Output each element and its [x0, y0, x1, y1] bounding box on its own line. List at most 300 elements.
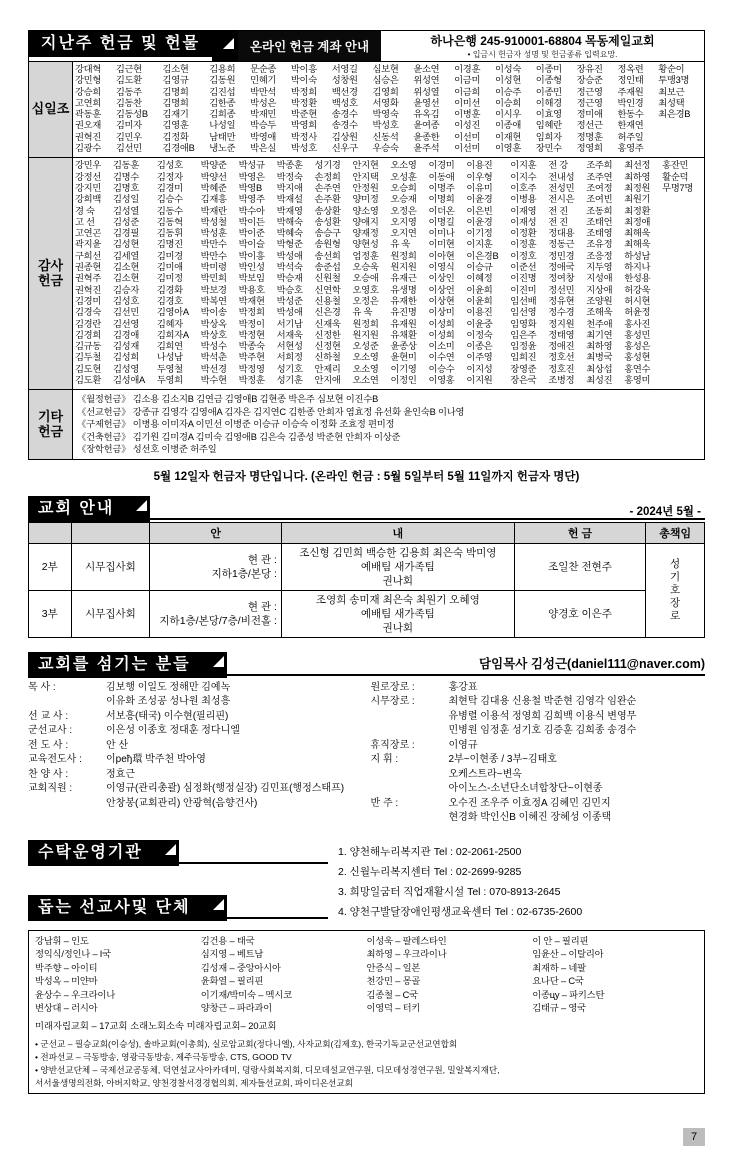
name-entry: 오승희 [390, 182, 417, 193]
name-entry: 이용진 [466, 307, 493, 318]
name-entry: 권혁진 [75, 131, 102, 142]
servant-row [371, 768, 706, 783]
servant-names: 이은성 이종호 정대훈 정다니엘 [106, 725, 240, 737]
name-entry: 지상애 [586, 284, 613, 295]
tithe-row [29, 62, 704, 158]
servant-row [28, 782, 363, 797]
name-entry: 이윤중 [466, 318, 493, 329]
name-entry: 박은실 [250, 143, 277, 154]
offering-title: 지난주 헌금 및 헌물 [29, 31, 212, 57]
name-entry: 이주영 [466, 352, 493, 363]
name-entry: 정근영 [576, 86, 603, 97]
name-entry: 이소미 [428, 341, 455, 352]
name-entry: 이영식 [428, 262, 455, 273]
name-entry: 김경숙 [75, 307, 102, 318]
name-entry: 위성열 [413, 86, 440, 97]
name-entry: 신용철 [314, 295, 341, 306]
name-entry: 정명훈 [576, 131, 603, 142]
name-entry: 오소연 [352, 375, 379, 386]
name-entry: 임희자 [535, 131, 562, 142]
detail-keys-2: 현 관 : 지하1층/본당 : [150, 543, 282, 590]
name-entry: 박해숙 [276, 216, 303, 227]
servant-names: 현경화 박인신B 이혜진 장혜성 이종택 [448, 812, 612, 824]
name-entry: 김영희 [372, 86, 399, 97]
name-entry: 김성영 [112, 363, 139, 374]
etc-offering-line: 《구제헌금》 이병용 이미자A 이민선 이병준 이승규 이승숙 이정화 조효정 편미정 [77, 419, 395, 430]
name-entry: 이재영 [510, 205, 537, 216]
name-entry: 윤소연 [413, 64, 440, 74]
servant-row [371, 681, 706, 696]
name-entry: 임은주 [510, 329, 537, 340]
name-entry: 강희백 [75, 194, 102, 205]
name-entry: 박정현 [238, 329, 265, 340]
name-entry: 박성훈 [200, 228, 227, 239]
name-entry: 박정훈 [238, 375, 265, 386]
name-entry: 조병정 [548, 375, 575, 386]
name-entry: 이성희 [428, 318, 455, 329]
missionary-entry: 요나단 – C국 [532, 976, 584, 987]
name-entry: 박보임 [238, 273, 265, 284]
name-entry: 안제리 [314, 363, 341, 374]
name-entry: 김경필 [112, 228, 139, 239]
servant-names: 이영규 [448, 739, 478, 751]
name-entry: 박승재 [276, 273, 303, 284]
name-entry: 김도환 [75, 375, 102, 386]
name-entry: 강민우 [75, 160, 102, 171]
name-entry: 장유진 [576, 64, 603, 74]
name-entry: 정옥련 [617, 64, 644, 74]
name-entry: 박성철 [200, 216, 227, 227]
servant-names: 홍강표 [448, 681, 478, 693]
flag-icon [212, 31, 238, 61]
name-entry: 성기훈 [276, 375, 303, 386]
name-entry: 오소영 [390, 160, 417, 171]
name-entry: 엄정훈 [352, 250, 379, 261]
name-entry: 김영규 [162, 75, 189, 86]
servant-names: 이ређ環 박주천 박아영 [106, 754, 206, 766]
name-entry: 박용호 [238, 284, 265, 295]
page-number: 7 [683, 1128, 705, 1146]
name-entry: 최정애 [624, 216, 651, 227]
header-an: 안 [150, 522, 282, 543]
name-entry: 송경수 [331, 109, 358, 120]
name-entry: 정민경 [548, 250, 575, 261]
servant-role: 반 주 : [370, 797, 399, 809]
detail-values-2: 조신형 김민희 백승한 김용희 최은숙 박미영 예배팀 새가족팀 권나회 [281, 543, 514, 590]
name-entry: 박재설 [276, 194, 303, 205]
bank-account-number: 하나은행 245-910001-68804 목동제일교회 [430, 34, 655, 48]
name-entry: 이아현 [428, 250, 455, 261]
servant-names: 이영규(관리총괄) 심정화(행정실장) 김민표(행정스태프) [106, 783, 345, 795]
name-entry: 성기호 [276, 363, 303, 374]
name-entry: 김성현 [112, 239, 139, 250]
name-entry: 신은경 [314, 307, 341, 318]
name-entry: 박이숙 [290, 75, 317, 86]
name-entry: 조태언 [586, 216, 613, 227]
name-entry: 최은경B [658, 109, 691, 120]
name-entry: 심보현 [372, 64, 399, 74]
name-entry: 최하영 [624, 171, 651, 182]
name-entry: 이종애 [494, 120, 521, 131]
name-entry: 이성희 [428, 329, 455, 340]
name-entry: 박복연 [200, 295, 227, 306]
servant-names: 안창봉(교회관리) 안광혁(음향건사) [106, 797, 258, 809]
flag-icon [201, 895, 227, 921]
name-entry: 최성택 [658, 97, 685, 108]
name-entry: 전내성 [548, 171, 575, 182]
chief-cell: 성 기 호 장 로 [646, 543, 705, 637]
name-entry: 이윤경 [466, 216, 493, 227]
name-entry: 이지훈 [466, 239, 493, 250]
name-entry: 이상인 [428, 273, 455, 284]
missionary-entry: 심지영 – 베트남 [200, 949, 264, 960]
name-entry: 김동찬 [115, 97, 142, 108]
name-entry: 이선미 [454, 131, 481, 142]
missionary-bullet: • 군선교 – 필승교회(이승성), 솔바교회(이총희), 실로암교회(정다니엘), 사자교회(김제호), 한국기독교군선교연합회 [35, 1038, 458, 1049]
name-entry: 김명희 [162, 97, 189, 108]
name-entry: 김명수 [112, 171, 139, 182]
name-entry: 민혜기 [250, 75, 277, 86]
servant-names: 오수진 조우주 이효정A 김혜민 김민지 [448, 797, 611, 809]
missionary-entries [35, 935, 698, 1016]
agency-list [338, 840, 582, 922]
name-entry: 이종형 [535, 75, 562, 86]
missionary-entry: 김건용 – 태국 [200, 935, 255, 946]
tithe-name-list [73, 62, 704, 157]
name-entry: 냉노준 [209, 143, 236, 154]
service-2: 시무집사회 [71, 543, 150, 590]
name-entry: 유생명 [390, 284, 417, 295]
name-entry: 정호진 [548, 363, 575, 374]
name-entry: 하성남 [624, 250, 651, 261]
name-entry: 최기연 [586, 329, 613, 340]
name-entry: 김미자 [115, 120, 142, 131]
missionaries-box [28, 930, 705, 1095]
servant-row [28, 710, 363, 725]
missionary-bullet: • 양반선교단체 – 국제선교공동체, 덕연설교사아카데미, 뎡랑사회복지회, 디모데설교연구원, 디모데성경연구원, 밀알복지재단, [35, 1064, 500, 1075]
name-entry: 신하철 [314, 352, 341, 363]
missionary-bullets [35, 1038, 698, 1089]
name-entry: 최해욱 [624, 228, 651, 239]
name-entry: 김경호 [156, 295, 183, 306]
name-entry: 이정훈 [510, 239, 537, 250]
name-entry: 박정영 [238, 363, 265, 374]
name-entry: 백선경 [331, 86, 358, 97]
servants-title: 교회를 섬기는 분들 [28, 652, 201, 678]
name-entry: 양재정 [352, 228, 379, 239]
name-entry: 정동근 [548, 239, 575, 250]
name-entry: 전성민 [548, 182, 575, 193]
name-entry: 송경수 [331, 120, 358, 131]
name-entry: 곽동훈 [75, 109, 102, 120]
name-entry: 임정윤 [510, 341, 537, 352]
agency-item: 4. 양천구발달장애인평생교육센터 Tel : 02-6735-2600 [338, 905, 583, 918]
name-entry: 전 진 [548, 216, 568, 227]
name-entry: 이윤희 [466, 284, 493, 295]
name-entry: 홍성민 [624, 329, 651, 340]
servant-names: 이유화 조성공 성나원 최성흥 [106, 696, 231, 708]
name-entry: 이금미 [454, 75, 481, 86]
name-entry: 위성연 [413, 75, 440, 86]
name-entry: 김도현 [75, 363, 102, 374]
name-entry: 박석숙 [276, 262, 303, 273]
name-entry: 이윤경 [466, 194, 493, 205]
servant-names: 민병원 임정훈 성기호 김증훈 김희종 송경수 [448, 725, 637, 737]
online-offering-label: 온라인 헌금 계좌 안내 [238, 31, 381, 61]
name-entry: 김동주 [115, 86, 142, 97]
name-entry: 박정희 [290, 86, 317, 97]
name-entry: 원정희 [390, 250, 417, 261]
name-entry: 박재란 [200, 205, 227, 216]
name-entry: 조동희 [586, 205, 613, 216]
name-entry: 박주현 [238, 352, 265, 363]
name-entry: 홍영미 [624, 375, 651, 386]
name-entry: 최성진 [586, 375, 613, 386]
name-entry: 윤영선 [413, 97, 440, 108]
name-entry: 박양선 [200, 171, 227, 182]
name-entry: 신동석 [372, 131, 399, 142]
name-entry: 최병국 [586, 352, 613, 363]
servant-row [28, 753, 363, 768]
name-entry: 이윤희 [466, 295, 493, 306]
name-entry: 원지원 [390, 262, 417, 273]
name-entry: 성기경 [314, 160, 341, 171]
name-entry: 이재현 [494, 131, 521, 142]
name-entry: 최정원 [624, 182, 651, 193]
agency-item: 3. 희망일굼터 직업재활시설 Tel : 070-8913-2645 [338, 885, 561, 898]
name-entry: 양애지 [352, 216, 379, 227]
servant-names: 서보흥(태국) 이수현(필리핀) [106, 710, 229, 722]
name-entry: 임선배 [510, 295, 537, 306]
servants-right-column [371, 681, 706, 826]
name-entry: 이성숙 [494, 64, 521, 74]
name-entry: 박영희 [290, 120, 317, 131]
servant-row [371, 811, 706, 826]
missionary-entry: 김태규 – 영국 [532, 1003, 586, 1014]
name-entry: 김성일 [112, 194, 139, 205]
name-entry: 허주일 [617, 131, 644, 142]
name-entry: 김동혁 [156, 216, 183, 227]
missionary-entry: 최하영 – 우크라이나 [366, 949, 447, 960]
servant-names: 2부~이현종 / 3부~김태호 [448, 754, 557, 766]
name-entry: 김정자 [156, 171, 183, 182]
name-entry: 박성은 [250, 97, 277, 108]
servant-row [28, 695, 363, 710]
church-info-table [28, 522, 705, 638]
flag-icon [201, 652, 227, 678]
name-entry: 윤종한 [413, 131, 440, 142]
name-entry: 무명7명 [662, 182, 694, 193]
name-entry: 이병훈 [454, 109, 481, 120]
name-entry: 안지현 [352, 160, 379, 171]
name-entry: 박이준 [238, 228, 265, 239]
agency-item: 1. 양천해누리복지관 Tel : 02-2061-2500 [338, 845, 522, 858]
name-entry: 송준섭 [314, 262, 341, 273]
name-entry: 정선근 [576, 120, 603, 131]
name-entry: 박미령 [200, 262, 227, 273]
name-entry: 이상현 [428, 295, 455, 306]
flag-icon [153, 840, 179, 866]
servant-names: 유병렬 이용석 정영희 김희백 이용식 변영무 [448, 710, 637, 722]
name-entry: 박인성 [238, 262, 265, 273]
missionary-entry: 김종철 – C국 [366, 989, 418, 1000]
name-entry: 김선민 [115, 143, 142, 154]
name-entry: 이은경B [466, 250, 499, 261]
name-entry: 조유정 [586, 239, 613, 250]
name-entry: 박정이 [238, 318, 265, 329]
name-entry: 이지성 [466, 363, 493, 374]
name-entry: 유재한 [390, 295, 417, 306]
name-entry: 김동원 [209, 75, 236, 86]
thanks-row [29, 158, 704, 390]
name-entry: 박이든 [238, 216, 265, 227]
etc-name-list [73, 390, 704, 459]
name-entry: 원지원 [352, 329, 379, 340]
name-entry: 곽지윤 [75, 239, 102, 250]
name-entry: 전 진 [548, 205, 568, 216]
name-entry: 이승희 [494, 97, 521, 108]
thanks-name-list [73, 158, 704, 389]
name-entry: 박성애 [276, 307, 303, 318]
name-entry: 임영화 [510, 318, 537, 329]
name-entry: 강승희 [75, 86, 102, 97]
name-entry: 정미애 [576, 109, 603, 120]
name-entry: 권종현 [75, 262, 102, 273]
name-entry: 이명길 [428, 216, 455, 227]
name-entry: 오정은 [390, 205, 417, 216]
name-entry: 조해욱 [586, 307, 613, 318]
missionary-entry: 윤상수 – 우크라이나 [35, 989, 115, 1000]
name-entry: 이선미 [454, 143, 481, 154]
senior-pastor: 담임목사 김성근(daniel111@naver.com) [479, 656, 705, 671]
table-header-row [29, 522, 705, 543]
name-entry: 이지수 [510, 171, 537, 182]
name-entry: 양소영 [352, 205, 379, 216]
blank-header [29, 522, 72, 543]
name-entry: 이호주 [510, 182, 537, 193]
name-entry: 박만석 [250, 86, 277, 97]
header-nae: 내 [281, 522, 514, 543]
servants-body [28, 681, 705, 826]
name-entry: 이해경 [535, 97, 562, 108]
name-entry: 손정희 [314, 171, 341, 182]
name-entry: 박승호 [276, 284, 303, 295]
servant-role: 교육전도사 : [28, 754, 82, 766]
name-entry: 박종숙 [238, 341, 265, 352]
missionary-bullet: 서서울생명의전화, 아버지학교, 양천경찰서경경협의회, 제자들선교회, 파이디온선교회 [35, 1077, 353, 1088]
name-entry: 권혁주 [75, 273, 102, 284]
missionaries-header [28, 895, 328, 921]
name-entry: 박재영 [276, 205, 303, 216]
name-entry: 이미선 [454, 97, 481, 108]
agencies-and-missionaries [28, 840, 705, 924]
name-entry: 두영희 [156, 375, 183, 386]
church-info-header [28, 496, 705, 522]
name-entry: 허윤정 [624, 307, 651, 318]
name-entry: 권오재 [75, 120, 102, 131]
name-entry: 김성호 [156, 160, 183, 171]
missionary-entry: 안증식 – 일본 [366, 962, 421, 973]
name-entry: 오승욱 [352, 262, 379, 273]
name-entry: 김희연 [156, 341, 183, 352]
missionary-entry: 양창근 – 파라과이 [200, 1003, 272, 1014]
name-entry: 서기남 [276, 318, 303, 329]
name-entry: 한성용 [624, 273, 651, 284]
name-entry: 이시우 [494, 109, 521, 120]
name-entry: 박혜준 [200, 182, 227, 193]
name-entry: 박정환 [290, 97, 317, 108]
name-entry: 장승준 [576, 75, 603, 86]
name-entry: 김근현 [115, 64, 142, 74]
name-entry: 김광수 [75, 143, 102, 154]
name-entry: 권혁진 [75, 284, 102, 295]
name-entry: 홍성현 [624, 352, 651, 363]
name-entry: 손주연 [314, 182, 341, 193]
missionary-entry: 이기재/박미숙 – 멕시코 [200, 989, 292, 1000]
servant-row [28, 724, 363, 739]
agencies-title: 수탁운영기관 [28, 840, 153, 866]
name-entry: 박재현 [238, 295, 265, 306]
servant-role [371, 710, 449, 725]
church-info-title: 교회 안내 [28, 496, 124, 522]
name-entry: 박이흥 [290, 64, 317, 74]
name-entry: 홍사진 [624, 318, 651, 329]
name-entry: 김성재 [112, 341, 139, 352]
name-entry: 김미정 [156, 273, 183, 284]
name-entry: 박혜숙 [276, 228, 303, 239]
servant-names: 아이노스-소년단소녀합창단~이현종 [448, 783, 603, 795]
name-entry: 박영은 [238, 171, 265, 182]
name-entry: 김영아A [156, 307, 189, 318]
header-chief: 총책임 [646, 522, 705, 543]
name-entry: 전 강 [548, 160, 568, 171]
name-entry: 이정호 [510, 250, 537, 261]
name-entry: 김성호 [112, 295, 139, 306]
name-entry: 홍성은 [624, 341, 651, 352]
name-entry: 김정화 [162, 131, 189, 142]
name-entry: 장민수 [535, 143, 562, 154]
name-entry: 김승수 [156, 194, 183, 205]
name-entry: 안지애 [314, 375, 341, 386]
servant-names: 최현탁 김대용 신용철 박준현 김영각 임완순 [448, 696, 637, 708]
servant-row [28, 739, 363, 754]
missionary-footnote: 미래자립교회 – 17교회 소래노회소속 미래자립교회– 20교회 [35, 1020, 277, 1031]
servant-role [28, 797, 106, 812]
etc-offering-line: 《장학헌금》 성선호 이병준 허주일 [77, 444, 217, 455]
name-entry: 박성수 [200, 341, 227, 352]
missionary-entry: 박주향 – 아이티 [35, 962, 98, 973]
name-entry: 조응정 [586, 250, 613, 261]
tithe-label: 십일조 [29, 62, 73, 157]
name-entry: 손주환 [314, 194, 341, 205]
name-entry: 김명희 [162, 86, 189, 97]
name-entry: 유진명 [390, 307, 417, 318]
name-entry: 최정환 [624, 205, 651, 216]
servant-role [371, 768, 449, 783]
name-entry: 김동휘 [156, 228, 183, 239]
name-entry: 이성현 [494, 75, 521, 86]
name-entry: 김재기 [162, 109, 189, 120]
name-entry: 이상언 [428, 284, 455, 295]
name-entry: 유채환 [390, 329, 417, 340]
name-entry: 김명호 [112, 182, 139, 193]
name-entry: 서재욱 [276, 329, 303, 340]
servant-row [371, 724, 706, 739]
servant-role: 선 교 사 : [28, 710, 69, 722]
missionary-entry: 이영덕 – 터키 [366, 1003, 421, 1014]
name-entry: 심승은 [372, 75, 399, 86]
name-entry: 박준현 [290, 109, 317, 120]
